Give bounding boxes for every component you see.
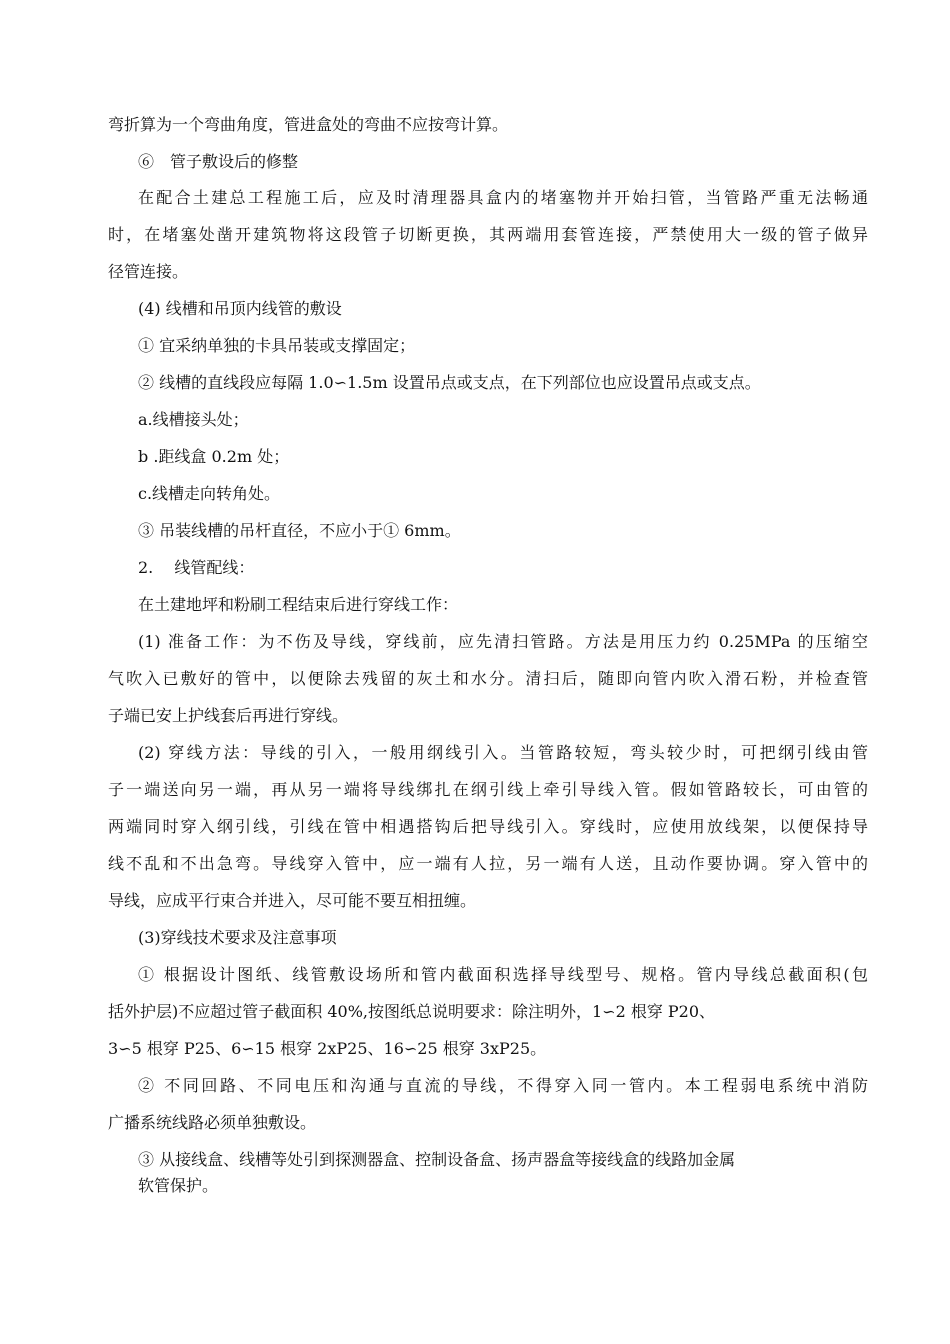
text-line: 弯折算为一个弯曲角度，管进盒处的弯曲不应按弯计算。 — [108, 115, 509, 134]
section-heading: 2. 线管配线： — [138, 558, 255, 577]
text-line: 子一端送向另一端，再从另一端将导线绑扎在纲引线上牵引导线入管。假如管路较长，可由管的 — [108, 780, 868, 799]
list-item: ② 不同回路、不同电压和沟通与直流的导线，不得穿入同一管内。本工程弱电系统中消防 — [138, 1076, 868, 1095]
text-line: 在土建地坪和粉刷工程结束后进行穿线工作： — [138, 595, 459, 614]
list-item: ① 根据设计图纸、线管敷设场所和管内截面积选择导线型号、规格。管内导线总截面积(包 — [138, 965, 868, 984]
text-line: 导线，应成平行束合并进入，尽可能不要互相扭缠。 — [108, 891, 477, 910]
list-item: ① 宜采纳单独的卡具吊装或支撑固定； — [138, 336, 416, 355]
list-item: a.线槽接头处； — [138, 410, 249, 429]
text-line: 3∽5 根穿 P25、6∽15 根穿 2xP25、16∽25 根穿 3xP25。 — [108, 1039, 547, 1058]
list-item: b .距线盒 0.2m 处； — [138, 447, 290, 466]
text-line: (2) 穿线方法：导线的引入，一般用纲线引入。当管路较短，弯头较少时，可把纲引线由管 — [138, 743, 868, 762]
list-item: ③ 吊装线槽的吊杆直径，不应小于① 6mm。 — [138, 521, 461, 540]
list-item: ② 线槽的直线段应每隔 1.0∽1.5m 设置吊点或支点，在下列部位也应设置吊点或支点。 — [138, 373, 761, 392]
text-line: 两端同时穿入纲引线，引线在管中相遇搭钩后把导线引入。穿线时，应使用放线架，以便保持导 — [108, 817, 868, 836]
text-line: 气吹入已敷好的管中，以便除去残留的灰土和水分。清扫后，随即向管内吹入滑石粉，并检查管 — [108, 669, 868, 688]
list-item: ③ 从接线盒、线槽等处引到探测器盒、控制设备盒、扬声器盒等接线盒的线路加金属 — [138, 1150, 736, 1169]
text-line: 径管连接。 — [108, 262, 189, 281]
text-line: 广播系统线路必须单独敷设。 — [108, 1113, 317, 1132]
text-line: 软管保护。 — [138, 1176, 219, 1195]
list-item: c.线槽走向转角处。 — [138, 484, 281, 503]
subsection-heading: ⑥ 管子敷设后的修整 — [138, 152, 299, 171]
section-heading: (4) 线槽和吊顶内线管的敷设 — [138, 299, 342, 318]
text-line: 时，在堵塞处凿开建筑物将这段管子切断更换，其两端用套管连接，严禁使用大一级的管子做异 — [108, 225, 868, 244]
text-line: 括外护层)不应超过管子截面积 40%,按图纸总说明要求：除注明外，1∽2 根穿 P20、 — [108, 1002, 716, 1021]
text-line: 子端已安上护线套后再进行穿线。 — [108, 706, 349, 725]
text-line: 线不乱和不出急弯。导线穿入管中，应一端有人拉，另一端有人送，且动作要协调。穿入管中的 — [108, 854, 868, 873]
text-line: 在配合土建总工程施工后，应及时清理器具盒内的堵塞物并开始扫管，当管路严重无法畅通 — [138, 188, 868, 207]
section-heading: (3)穿线技术要求及注意事项 — [138, 928, 337, 947]
text-line: (1) 准备工作：为不伤及导线，穿线前，应先清扫管路。方法是用压力约 0.25MPa 的压缩空 — [138, 632, 868, 651]
